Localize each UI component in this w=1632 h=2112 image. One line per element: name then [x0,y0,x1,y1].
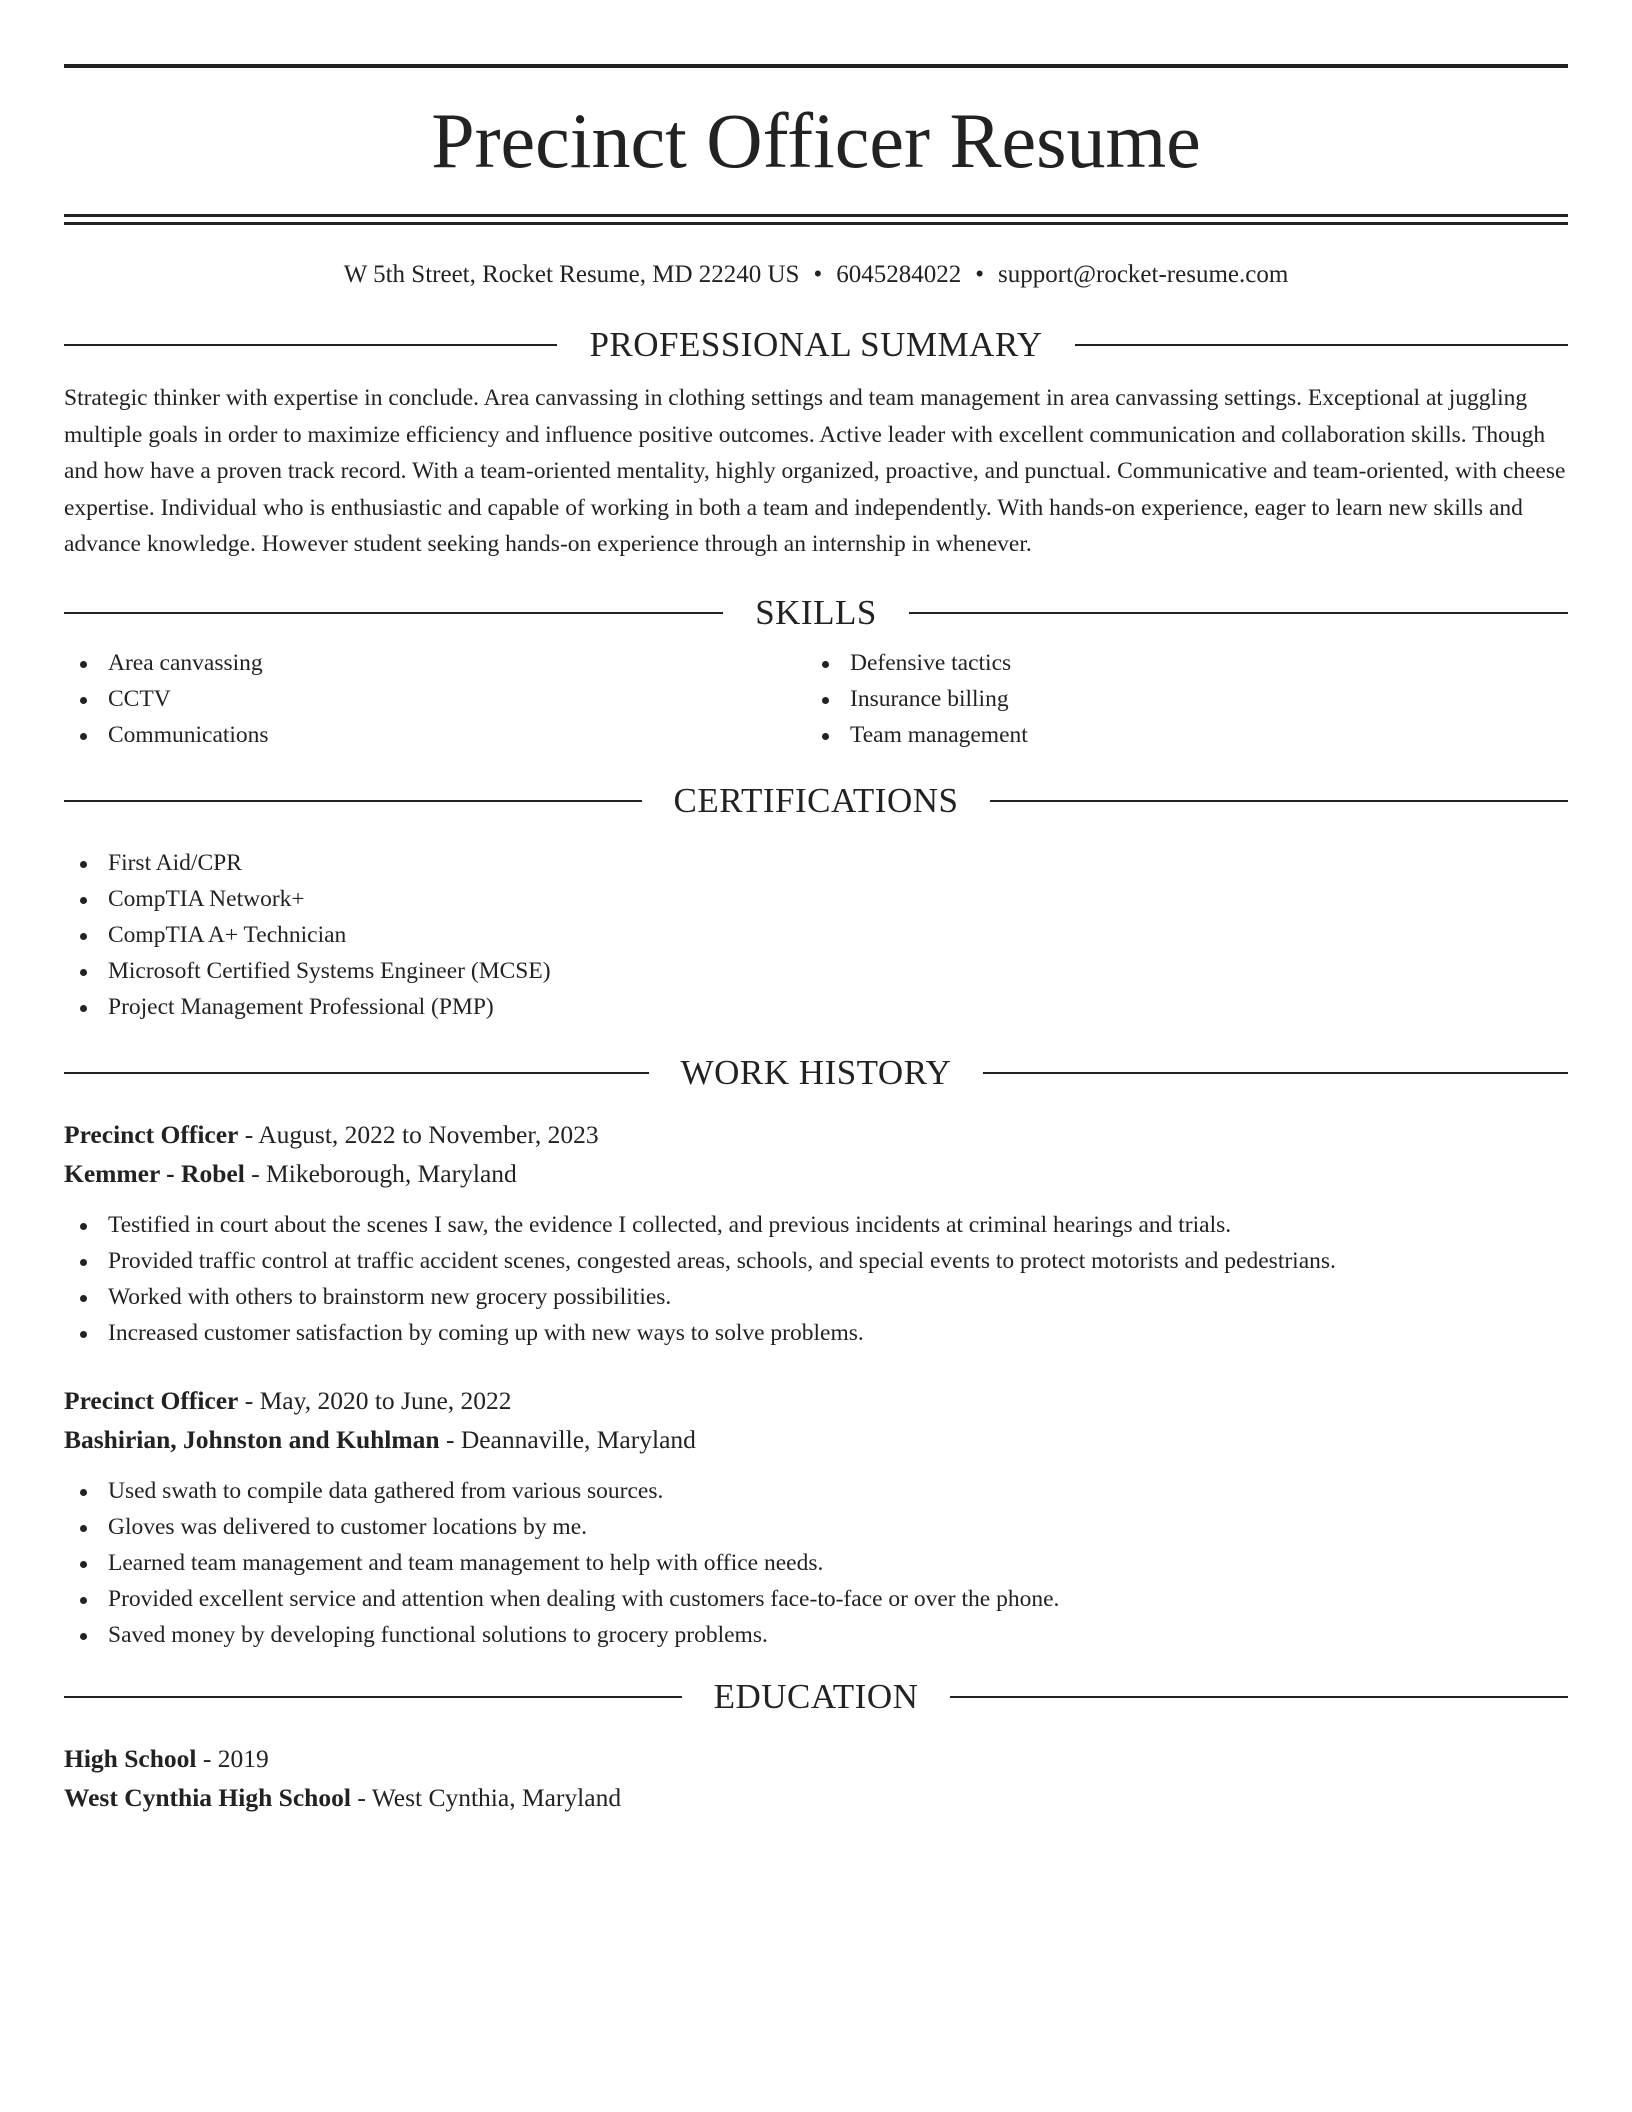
heading-rule-right [909,612,1568,614]
job-duty: Increased customer satisfaction by coming up with new ways to solve problems. [64,1315,1568,1351]
heading-rule-left [64,344,557,346]
job-duty: Used swath to compile data gathered from various sources. [64,1473,1568,1509]
job-duty: Worked with others to brainstorm new grocery possibilities. [64,1279,1568,1315]
education-degree-line [64,1739,1568,1778]
heading-rule-left [64,1072,649,1074]
job-entry [64,1115,1568,1351]
job-duty: Provided excellent service and attention when dealing with customers face-to-face or over the phone. [64,1581,1568,1617]
contact-address: W 5th Street, Rocket Resume, MD 22240 US [343,261,800,288]
certification-item: First Aid/CPR [64,845,1568,881]
job-duty: Provided traffic control at traffic accident scenes, congested areas, schools, and special events to protect motorists and pedestrians. [64,1243,1568,1279]
certification-item: CompTIA Network+ [64,881,1568,917]
contact-separator: • [975,261,984,288]
job-company: Kemmer - Robel [64,1158,245,1188]
job-company-line [64,1154,1568,1193]
job-title-line [64,1115,1568,1154]
job-duty: Gloves was delivered to customer locations by me. [64,1509,1568,1545]
skills-column-left [64,645,806,753]
education-heading-label: EDUCATION [713,1676,919,1716]
summary-heading [64,325,1568,365]
job-entry [64,1381,1568,1653]
skills-heading-label: SKILLS [755,592,877,632]
heading-rule-right [1075,344,1568,346]
heading-rule-right [950,1696,1568,1698]
job-title-line [64,1381,1568,1420]
skill-item: Defensive tactics [806,645,1548,681]
skills-heading [64,593,1568,633]
certifications-list [64,845,1568,1025]
skill-item: Area canvassing [64,645,806,681]
contact-line [64,259,1568,291]
job-duties [64,1207,1568,1351]
certifications-heading [64,781,1568,821]
contact-separator: • [813,261,823,288]
job-company-line [64,1420,1568,1459]
heading-rule-left [64,1696,682,1698]
job-title: Precinct Officer [64,1119,239,1149]
skill-item: Insurance billing [806,681,1548,717]
skills-list [64,645,1568,753]
resume-page [64,64,1568,1817]
job-duties [64,1473,1568,1653]
certifications-heading-label: CERTIFICATIONS [673,780,959,820]
education-entry [64,1739,1568,1817]
summary-heading-label: PROFESSIONAL SUMMARY [589,325,1043,364]
job-duty: Learned team management and team management to help with office needs. [64,1545,1568,1581]
job-duty: Saved money by developing functional solutions to grocery problems. [64,1617,1568,1653]
certification-item: CompTIA A+ Technician [64,917,1568,953]
certification-item: Microsoft Certified Systems Engineer (MCSE) [64,953,1568,989]
job-dates: - May, 2020 to June, 2022 [238,1385,512,1415]
certification-item: Project Management Professional (PMP) [64,989,1568,1025]
skills-column-right [806,645,1548,753]
contact-email: support@rocket-resume.com [997,261,1289,288]
job-duty: Testified in court about the scenes I saw, the evidence I collected, and previous incidents at criminal hearings and trials. [64,1207,1568,1243]
job-dates: - August, 2022 to November, 2023 [238,1119,599,1149]
education-degree: High School [64,1743,197,1773]
heading-rule-left [64,612,723,614]
education-school: West Cynthia High School [64,1782,351,1812]
heading-rule-right [983,1072,1568,1074]
resume-title: Precinct Officer Resume [431,97,1201,184]
work-heading-label: WORK HISTORY [680,1052,952,1092]
summary-text: Strategic thinker with expertise in conclude. Area canvassing in clothing settings and team management in area canvassing settings. Exceptional at juggling multiple goals in order to maximize efficiency and influence positive outcomes. Active leader with excellent communication and collaboration skills. Though and how have a proven track record. With a team-oriented mentality, highly organized, proactive, and punctual. Communicative and team-oriented, with cheese expertise. Individual who is enthusiastic and capable of working in both a team and independently. With hands-on experience, eager to learn new skills and advance knowledge. However student seeking hands-on experience through an internship in whenever. [64,385,1566,557]
education-heading [64,1677,1568,1717]
top-rule [64,64,1568,68]
education-year: - 2019 [196,1743,269,1773]
education-school-line [64,1778,1568,1817]
skill-item: CCTV [64,681,806,717]
skill-item: Communications [64,717,806,753]
job-company: Bashirian, Johnston and Kuhlman [64,1424,440,1454]
job-location: - Mikeborough, Maryland [244,1158,517,1188]
work-heading [64,1053,1568,1093]
skill-item: Team management [806,717,1548,753]
job-location: - Deannaville, Maryland [439,1424,696,1454]
title-double-rule [64,214,1568,225]
contact-phone: 6045284022 [836,261,962,288]
heading-rule-left [64,800,642,802]
heading-rule-right [990,800,1568,802]
job-title: Precinct Officer [64,1385,239,1415]
education-location: - West Cynthia, Maryland [350,1782,622,1812]
